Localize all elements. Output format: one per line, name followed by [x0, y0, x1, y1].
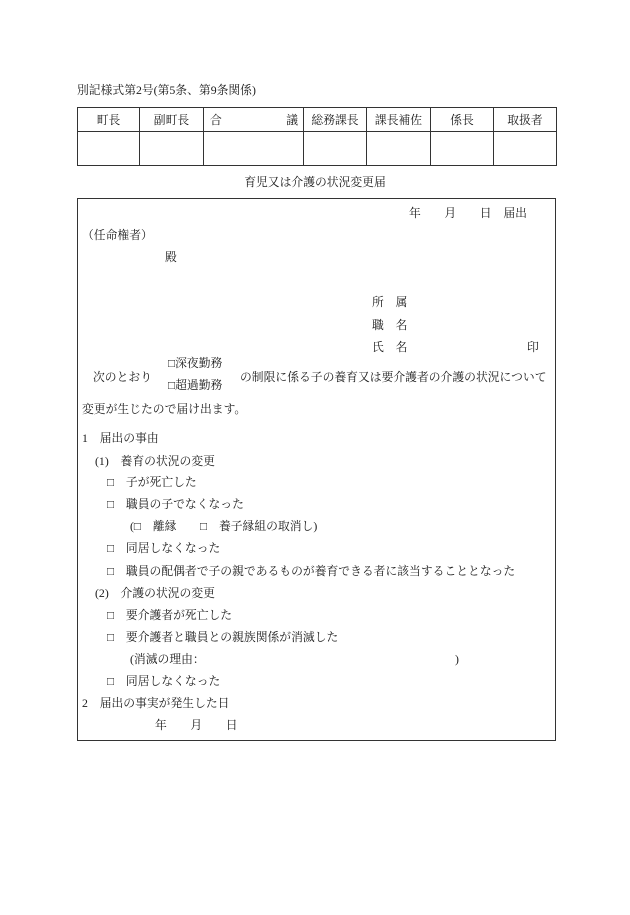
approval-stamp-table: [77, 107, 557, 166]
kinship-reason-open: (消滅の理由：: [130, 652, 205, 666]
list-item-no-longer-child: □ 職員の子でなくなった: [107, 497, 244, 511]
approval-header-general-affairs-chief: 総務課長: [304, 108, 367, 132]
option-late-night-work: □深夜勤務: [168, 356, 223, 370]
affiliation-label: 所 属: [372, 295, 408, 309]
approval-header-mayor: 町長: [78, 108, 140, 132]
honorific-label: 殿: [165, 250, 177, 264]
approval-stamp-cell: [494, 132, 557, 166]
document-title: 育児又は介護の状況変更届: [244, 175, 386, 189]
occurrence-date-line: 年 月 日: [155, 718, 238, 732]
list-item-childcare-not-living-together: □ 同居しなくなった: [107, 541, 221, 555]
childcare-change-heading: (1) 養育の状況の変更: [95, 454, 215, 468]
list-item-spouse-can-care: □ 職員の配偶者で子の親であるものが養育できる者に該当することとなった: [107, 564, 516, 578]
option-overtime-work: □超過勤務: [168, 378, 223, 392]
intro-suffix: の制限に係る子の養育又は要介護者の介護の状況について: [240, 370, 547, 384]
seal-label: 印: [527, 340, 539, 354]
approval-header-handler: 取扱者: [494, 108, 557, 132]
list-item-child-died: □ 子が死亡した: [107, 475, 197, 489]
approval-stamp-cell: [140, 132, 204, 166]
list-item-care-not-living-together: □ 同居しなくなった: [107, 674, 221, 688]
approval-header-assistant-chief: 課長補佐: [367, 108, 431, 132]
approval-stamp-cell: [78, 132, 140, 166]
intro-prefix: 次のとおり: [93, 370, 152, 384]
approval-stamp-row: [78, 132, 557, 166]
position-label: 職 名: [372, 318, 408, 332]
list-item-kinship-ended: □ 要介護者と職員との親族関係が消滅した: [107, 630, 339, 644]
list-item-care-recipient-died: □ 要介護者が死亡した: [107, 608, 233, 622]
notification-date-line: 年 月 日 届出: [409, 206, 527, 220]
approval-header-consultation: 合議: [204, 108, 304, 132]
approval-header-row: [78, 108, 557, 132]
approval-stamp-cell: [304, 132, 367, 166]
nursing-care-change-heading: (2) 介護の状況の変更: [95, 586, 215, 600]
intro-line-2: 変更が生じたので届け出ます。: [82, 402, 247, 416]
list-item-no-longer-child-detail: (□ 離縁 □ 養子縁組の取消し): [130, 519, 318, 533]
appointing-authority-label: （任命権者）: [82, 228, 153, 242]
approval-stamp-cell: [204, 132, 304, 166]
approval-header-section-head: 係長: [431, 108, 494, 132]
notification-box: [77, 198, 556, 741]
name-label: 氏 名: [372, 340, 408, 354]
approval-stamp-cell: [367, 132, 431, 166]
section2-heading: 2 届出の事実が発生した日: [82, 696, 230, 710]
section1-heading: 1 届出の事由: [82, 431, 159, 445]
approval-header-deputy-mayor: 副町長: [140, 108, 204, 132]
form-number-label: 別記様式第2号(第5条、第9条関係): [77, 83, 256, 97]
approval-stamp-cell: [431, 132, 494, 166]
kinship-reason-close: ): [455, 652, 459, 666]
